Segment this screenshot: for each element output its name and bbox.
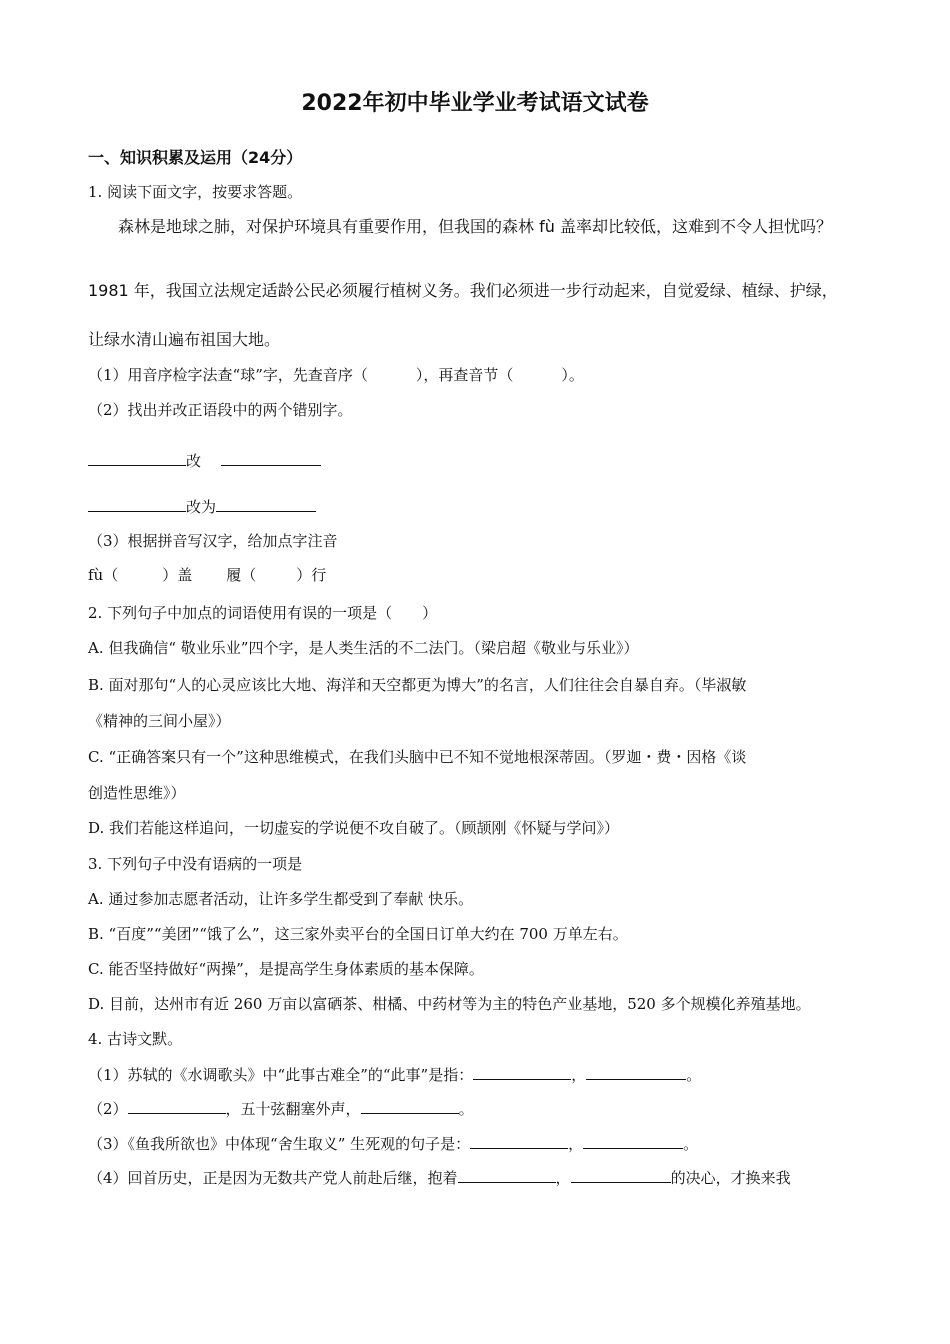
- q1-stem: 1. 阅读下面文字，按要求答题。: [88, 183, 303, 201]
- q2-option-b-cont: 《精神的三间小屋》）: [88, 712, 231, 730]
- q2-option-d: D. 我们若能这样追问，一切虚妄的学说便不攻自破了。（顾颉刚《怀疑与学问》）: [88, 819, 620, 837]
- q2-stem: 2. 下列句子中加点的词语使用有误的一项是（ ）: [88, 604, 438, 622]
- answer-blank[interactable]: [88, 495, 186, 512]
- period: 。: [683, 1135, 699, 1153]
- q4-item-4-text-b: 的决心，才换来我: [670, 1169, 791, 1187]
- q4-item-2-label: （2）: [88, 1100, 128, 1118]
- answer-blank[interactable]: [221, 449, 321, 466]
- q2-option-c-cont: 创造性思维》）: [88, 784, 186, 802]
- q1-sub2: （2）找出并改正语段中的两个错别字。: [88, 401, 353, 419]
- q1-sub1: [88, 364, 584, 386]
- q4-stem: 4. 古诗文默。: [88, 1030, 183, 1048]
- answer-blank[interactable]: [458, 1166, 556, 1183]
- q1-pinyin-row: [88, 564, 326, 586]
- q3-option-b: B. “百度”“美团”“饿了么”，这三家外卖平台的全国日订单大约在 700 万单左右。: [88, 925, 628, 943]
- pinyin-label-b: ）盖: [162, 566, 193, 584]
- answer-blank[interactable]: [88, 449, 186, 466]
- period: 。: [458, 1100, 474, 1118]
- answer-blank[interactable]: [361, 1097, 459, 1114]
- q4-item-3-text: （3）《鱼我所欲也》中体现“舍生取义” 生死观的句子是：: [88, 1135, 471, 1153]
- comma: ，: [568, 1135, 584, 1153]
- answer-blank[interactable]: [216, 495, 316, 512]
- q2-option-c: C. “正确答案只有一个”这种思维模式，在我们头脑中已不知不觉地根深蒂固。（罗迦・费・因格《谈: [88, 748, 747, 766]
- q3-option-c: C. 能否坚持做好“两操”，是提高学生身体素质的基本保障。: [88, 960, 484, 978]
- comma: ，: [555, 1169, 571, 1187]
- q1-fix-row-1: [88, 449, 321, 472]
- pinyin-label-c: 履（: [226, 566, 257, 584]
- q1-sub3: （3）根据拼音写汉字，给加点字注音: [88, 532, 338, 550]
- q4-item-2-text: ，五十弦翻塞外声，: [225, 1100, 361, 1118]
- q3-option-a: A. 通过参加志愿者活动，让许多学生都受到了奉献 快乐。: [88, 890, 474, 908]
- q1-passage-line2: 1981 年，我国立法规定适龄公民必须履行植树义务。我们必须进一步行动起来，自觉爱绿、植绿、护绿，: [88, 281, 838, 300]
- page-title: 2022年初中毕业学业考试语文试卷: [301, 91, 649, 116]
- q2-option-b: B. 面对那句“人的心灵应该比大地、海洋和天空都更为博大”的名言，人们往往会自暴自弃。（毕淑敏: [88, 676, 747, 694]
- q1-passage-line1: 森林是地球之肺，对保护环境具有重要作用，但我国的森林 fù 盖率却比较低，这难到不令人担忧吗？: [118, 217, 832, 236]
- q1-sub1-text-b: ），再查音节（: [415, 366, 514, 384]
- q4-item-4: [88, 1166, 791, 1189]
- q1-fix-row-2: [88, 495, 316, 518]
- pinyin-label-a: fù（: [88, 566, 119, 584]
- q3-stem: 3. 下列句子中没有语病的一项是: [88, 855, 303, 873]
- period: 。: [686, 1066, 702, 1084]
- q1-passage-line3: 让绿水清山遍布祖国大地。: [88, 330, 281, 349]
- answer-blank[interactable]: [586, 1063, 686, 1080]
- q4-item-1-text: （1）苏轼的《水调歌头》中“此事古难全”的“此事”是指：: [88, 1066, 474, 1084]
- fix-label: 改: [186, 452, 202, 470]
- comma: ，: [571, 1066, 587, 1084]
- fix-label: 改为: [186, 498, 217, 516]
- q4-item-4-text-a: （4）回首历史，正是因为无数共产党人前赴后继，抱着: [88, 1169, 458, 1187]
- answer-blank[interactable]: [571, 1166, 671, 1183]
- answer-blank[interactable]: [470, 1132, 568, 1149]
- pinyin-label-d: ）行: [296, 566, 327, 584]
- q4-item-2: [88, 1097, 474, 1120]
- q1-sub1-text-c: ）。: [561, 366, 584, 384]
- answer-blank[interactable]: [583, 1132, 683, 1149]
- answer-blank[interactable]: [473, 1063, 571, 1080]
- answer-blank[interactable]: [128, 1097, 226, 1114]
- q4-item-3: [88, 1132, 698, 1155]
- section-heading: 一、知识积累及运用（24分）: [88, 148, 303, 167]
- q4-item-1: [88, 1063, 701, 1086]
- q1-sub1-text-a: （1）用音序检字法查“球”字，先查音序（: [88, 366, 368, 384]
- q3-option-d: D. 目前，达州市有近 260 万亩以富硒茶、柑橘、中药材等为主的特色产业基地，520 多个规模化养殖基地。: [88, 995, 811, 1013]
- q2-option-a: A. 但我确信“ 敬业乐业”四个字，是人类生活的不二法门。（梁启超《敬业与乐业》）: [88, 639, 639, 657]
